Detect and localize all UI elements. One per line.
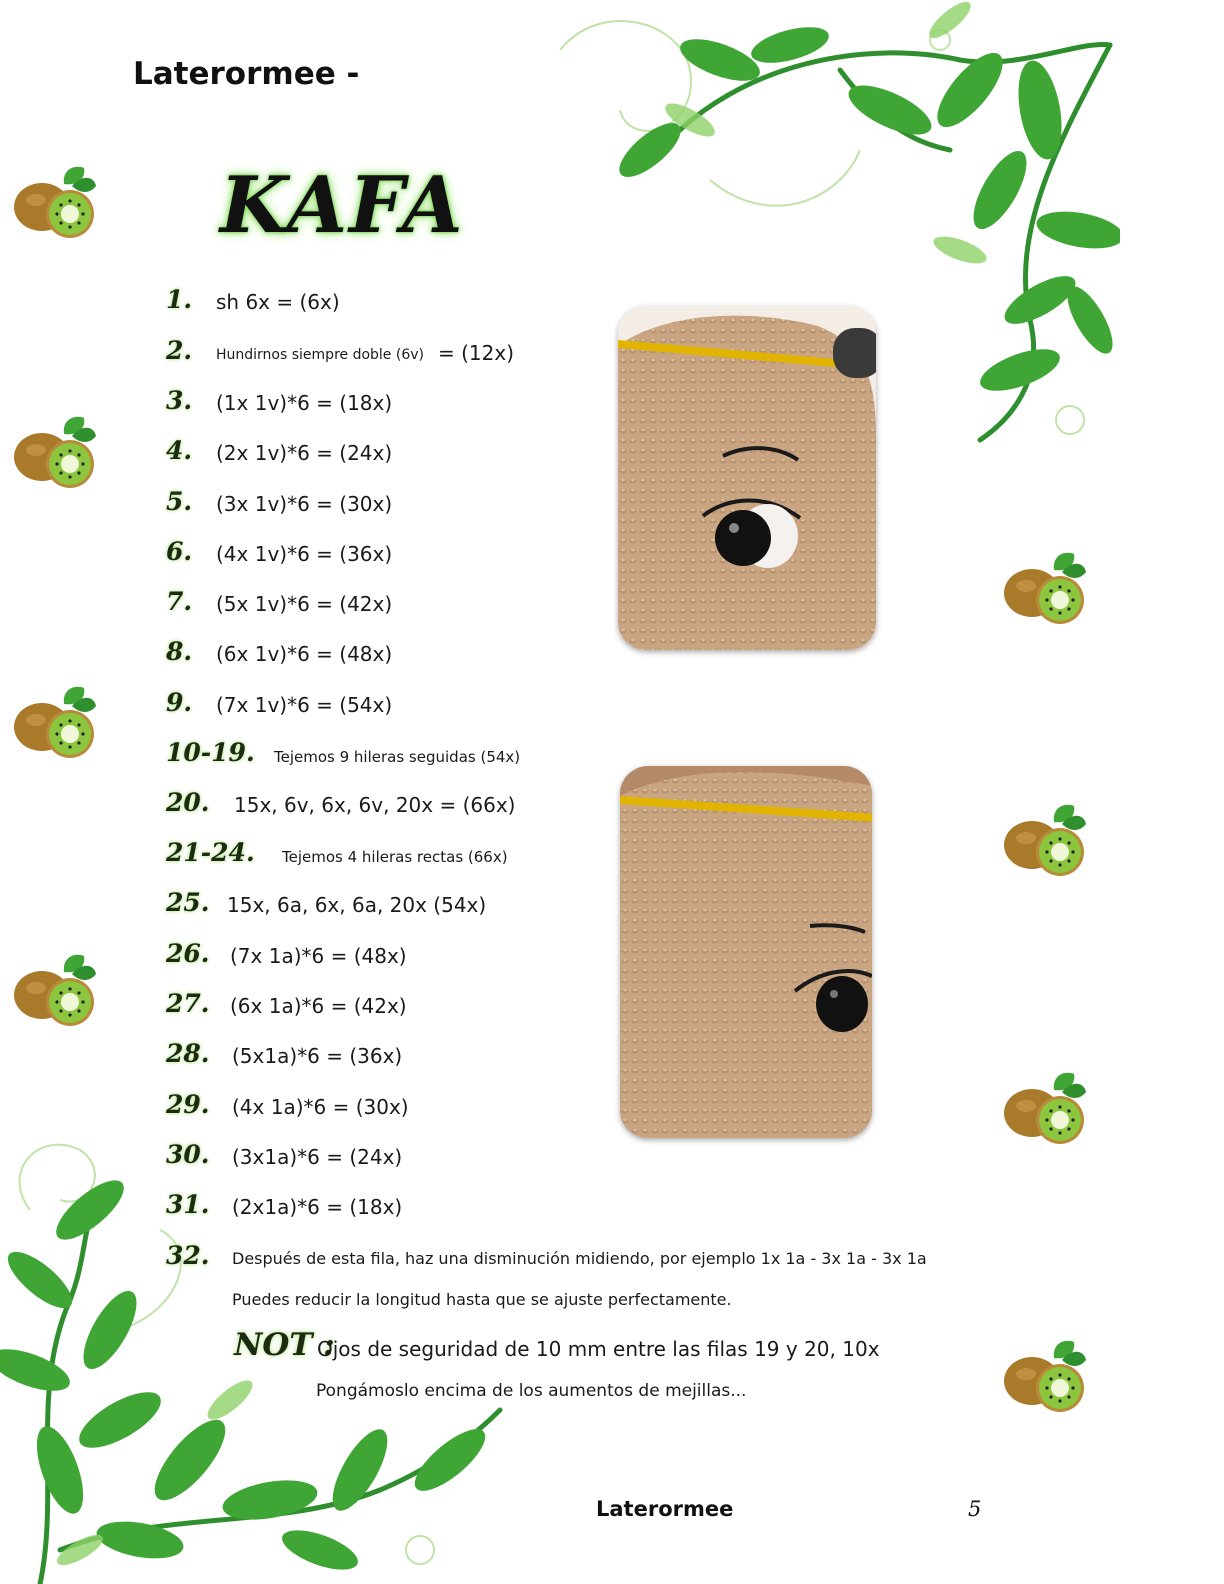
crochet-head-side-image <box>620 766 872 1138</box>
row-instruction: (2x 1v)*6 = (24x) <box>216 441 393 465</box>
note-text: Ojos de seguridad de 10 mm entre las filas 19 y 20, 10x <box>317 1337 880 1361</box>
row-number: 7. <box>166 587 193 616</box>
kiwi-icon <box>1002 548 1092 630</box>
row-instruction: (5x1a)*6 = (36x) <box>232 1044 403 1068</box>
row-number: 8. <box>166 637 193 666</box>
row-instruction: Hundirnos siempre doble (6v) <box>216 347 424 363</box>
row-instruction: (6x 1v)*6 = (48x) <box>216 642 393 666</box>
footer-brand: Laterormee <box>596 1497 734 1521</box>
row-instruction: (4x 1v)*6 = (36x) <box>216 542 393 566</box>
row-number: 4. <box>166 436 193 465</box>
row-result: = (12x) <box>438 341 515 365</box>
kiwi-icon <box>1002 1336 1092 1418</box>
section-title: KAFA <box>220 160 465 251</box>
row-number: 30. <box>166 1140 210 1169</box>
note-label: NOT : <box>234 1327 335 1363</box>
row-instruction: (3x 1v)*6 = (30x) <box>216 492 393 516</box>
row-instruction: (4x 1a)*6 = (30x) <box>232 1095 409 1119</box>
row-number: 26. <box>166 939 210 968</box>
document-header-title: Laterormee - <box>133 56 360 92</box>
row-number: 20. <box>166 788 210 817</box>
row-instruction: 15x, 6a, 6x, 6a, 20x (54x) <box>227 893 487 917</box>
kiwi-icon <box>12 682 102 764</box>
row-instruction: sh 6x = (6x) <box>216 290 340 314</box>
crochet-head-image <box>618 306 876 650</box>
row-instruction: (2x1a)*6 = (18x) <box>232 1195 403 1219</box>
note-text-continued: Pongámoslo encima de los aumentos de mejillas... <box>316 1381 747 1401</box>
row-number: 21-24. <box>166 838 255 867</box>
row-number: 32. <box>166 1241 210 1270</box>
row-instruction: (1x 1v)*6 = (18x) <box>216 391 393 415</box>
row-number: 31. <box>166 1190 210 1219</box>
row-instruction: (3x1a)*6 = (24x) <box>232 1145 403 1169</box>
row-instruction-continued: Puedes reducir la longitud hasta que se ajuste perfectamente. <box>232 1290 732 1309</box>
kiwi-icon <box>12 950 102 1032</box>
row-number: 27. <box>166 989 210 1018</box>
row-number: 28. <box>166 1039 210 1068</box>
row-instruction: (7x 1v)*6 = (54x) <box>216 693 393 717</box>
row-number: 5. <box>166 487 193 516</box>
kiwi-icon <box>1002 1068 1092 1150</box>
row-number: 10-19. <box>166 738 255 767</box>
row-instruction: (5x 1v)*6 = (42x) <box>216 592 393 616</box>
kiwi-icon <box>12 412 102 494</box>
row-instruction: (6x 1a)*6 = (42x) <box>230 994 407 1018</box>
crochet-head-side-photo <box>620 766 872 1138</box>
row-instruction: 15x, 6v, 6x, 6v, 20x = (66x) <box>234 793 516 817</box>
row-instruction: Tejemos 4 hileras rectas (66x) <box>282 848 508 866</box>
row-number: 6. <box>166 537 193 566</box>
row-instruction: Tejemos 9 hileras seguidas (54x) <box>274 748 521 766</box>
row-number: 1. <box>166 285 193 314</box>
kiwi-icon <box>1002 800 1092 882</box>
page-number: 5 <box>968 1497 982 1521</box>
row-number: 25. <box>166 888 210 917</box>
kiwi-icon <box>12 162 102 244</box>
row-number: 29. <box>166 1090 210 1119</box>
row-instruction: (7x 1a)*6 = (48x) <box>230 944 407 968</box>
crochet-head-photo <box>618 306 876 650</box>
row-number: 3. <box>166 386 193 415</box>
row-number: 2. <box>166 336 193 365</box>
row-number: 9. <box>166 688 193 717</box>
row-instruction: Después de esta fila, haz una disminución midiendo, por ejemplo 1x 1a - 3x 1a - 3x 1a <box>232 1249 927 1268</box>
